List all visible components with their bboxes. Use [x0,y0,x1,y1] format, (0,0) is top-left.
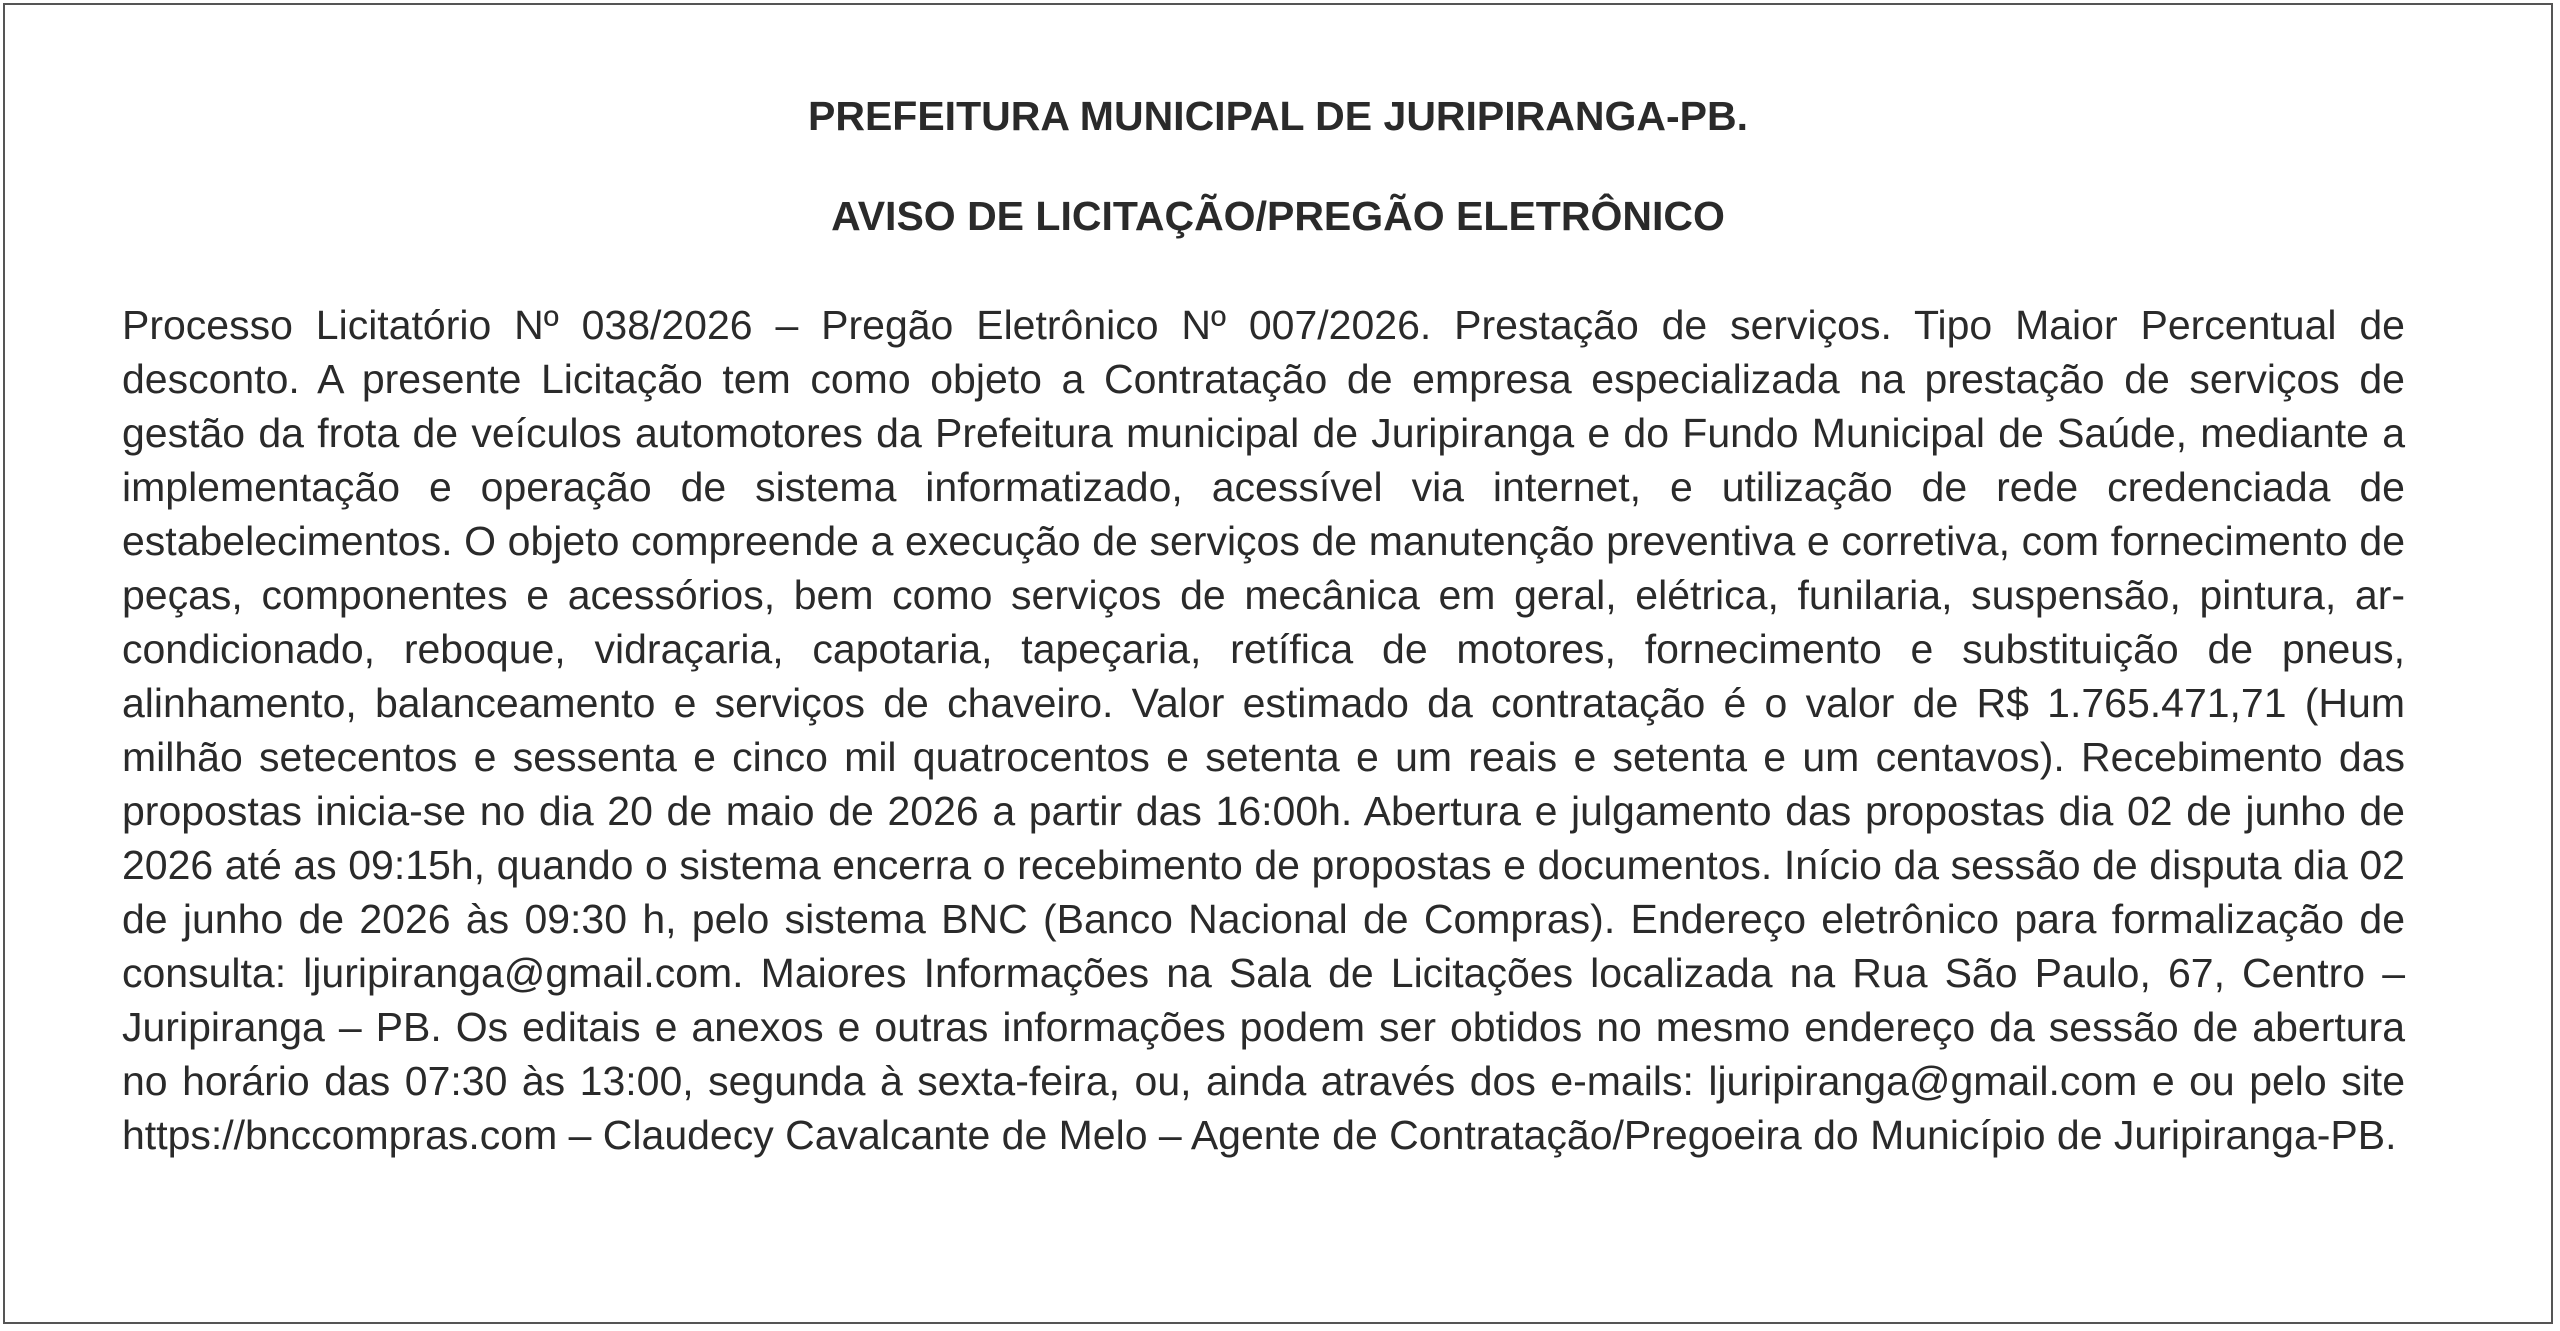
organization-heading: PREFEITURA MUNICIPAL DE JURIPIRANGA-PB. [807,93,1749,139]
notice-title: AVISO DE LICITAÇÃO/PREGÃO ELETRÔNICO [831,193,1725,239]
notice-frame [3,3,2553,1324]
notice-body: Processo Licitatório Nº 038/2026 – Pregão Eletrônico Nº 007/2026. Prestação de serviços. Tipo Maior Percentual de desconto. A presente Licitação tem como objeto a Contratação de empresa especializada na prestação de serviços de gestão da frota de veículos automotores da Prefeitura municipal de Juripiranga e do Fundo Municipal de Saúde, mediante a implementação e operação de sistema informatizado, acessível via internet, e utilização de rede credenciada de estabelecimentos. O objeto compreende a execução de serviços de manutenção preventiva e corretiva, com fornecimento de peças, componentes e acessórios, bem como serviços de mecânica em geral, elétrica, funilaria, suspensão, pintura, ar-condicionado, reboque, vidraçaria, capotaria, tapeçaria, retífica de motores, fornecimento e substituição de pneus, alinhamento, balanceamento e serviços de chaveiro. Valor estimado da contratação é o valor de R$ 1.765.471,71 (Hum milhão setecentos e sessenta e cinco mil quatrocentos e setenta e um reais e setenta e um centavos). Recebimento das propostas inicia-se no dia 20 de maio de 2026 a partir das 16:00h. Abertura e julgamento das propostas dia 02 de junho de 2026 até as 09:15h, quando o sistema encerra o recebimento de propostas e documentos. Início da sessão de disputa dia 02 de junho de 2026 às 09:30 h, pelo sistema BNC (Banco Nacional de Compras). Endereço eletrônico para formalização de consulta: ljuripiranga@gmail.com. Maiores Informações na Sala de Licitações localizada na Rua São Paulo, 67, Centro – Juripiranga – PB. Os editais e anexos e outras informações podem ser obtidos no mesmo endereço da sessão de abertura no horário das 07:30 às 13:00, segunda à sexta-feira, ou, ainda através dos e-mails: ljuripiranga@gmail.com e ou pelo site https://bnccompras.com – Claudecy Cavalcante de Melo – Agente de Contratação/Pregoeira do Município de Juripiranga-PB. [122,302,2405,1158]
